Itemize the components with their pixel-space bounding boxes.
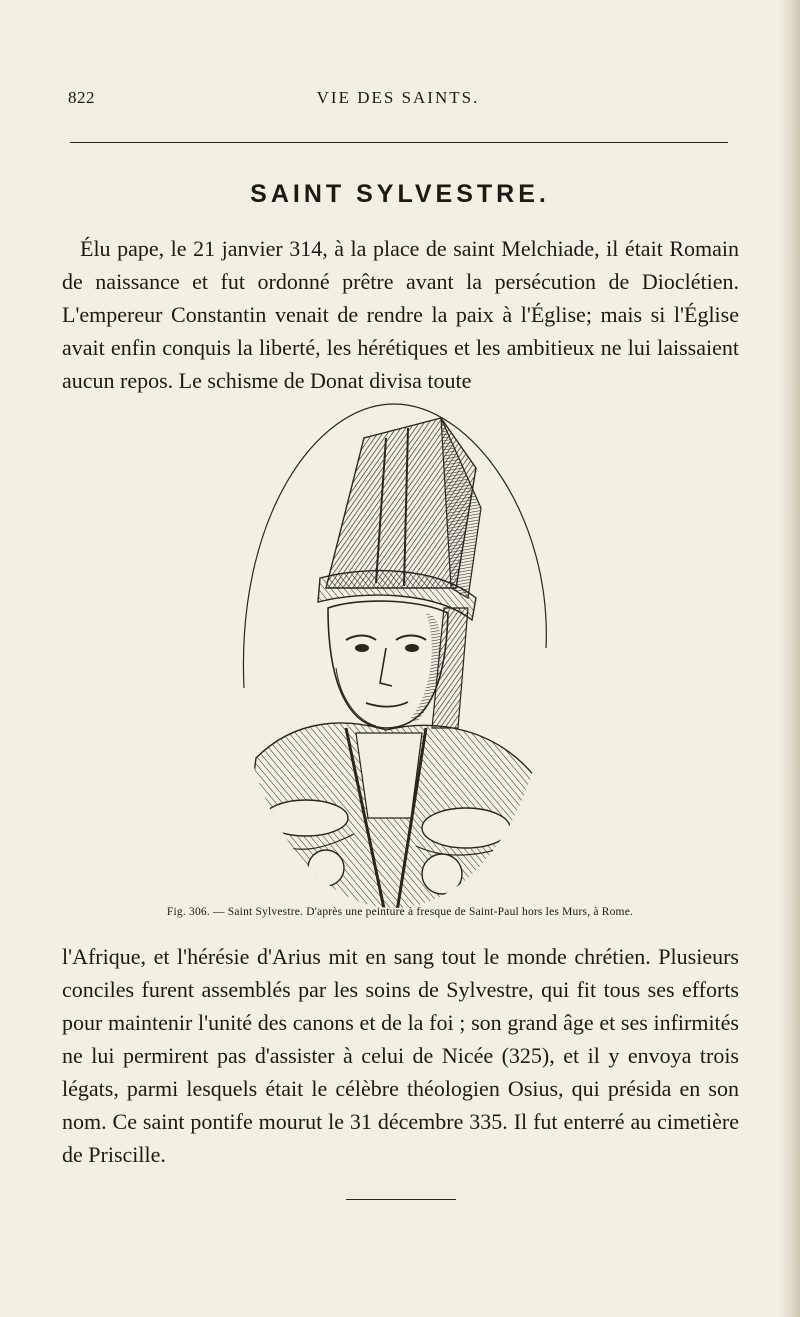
paragraph-2: l'Afrique, et l'hérésie d'Arius mit en sang tout le monde chrétien. Plusieurs conciles furent assemblés par les soins de Sylvestre, qui fit tous ses efforts pour maintenir l'unité des canons et de la foi ; son grand âge et ses infirmités ne lui permirent pas d'assister à celui de Nicée (325), et il y envoya trois légats, parmi lesquels était le célèbre théologien Osius, qui présida en son nom. Ce saint pontife mourut le 31 décembre 335. Il fut enterré au cimetière de Priscille. [62, 944, 739, 1167]
header-rule [70, 142, 728, 143]
chapter-title: SAINT SYLVESTRE. [250, 180, 550, 208]
running-title: VIE DES SAINTS. [316, 88, 480, 107]
figure-caption: Fig. 306. — Saint Sylvestre. D'après une peinture à fresque de Saint-Paul hors les Murs, à Rome. [166, 906, 634, 918]
running-header [68, 88, 728, 112]
paragraph-1: Élu pape, le 21 janvier 314, à la place de saint Melchiade, il était Romain de naissance et fut ordonné prêtre avant la persécution de Dioclétien. L'empereur Constantin venait de rendre la paix à l'Église; mais si l'Église avait enfin conquis la liberté, les hérétiques et les ambitieux ne lui laissaient aucun repos. Le schisme de Donat divisa toute [62, 236, 739, 393]
portrait-engraving [236, 398, 552, 918]
page-number: 822 [68, 88, 95, 107]
closing-rule [346, 1199, 456, 1200]
